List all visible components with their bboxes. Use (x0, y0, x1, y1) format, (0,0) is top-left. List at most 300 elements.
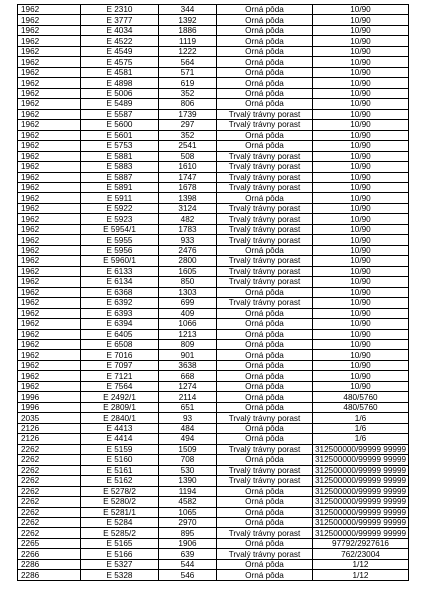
year-cell: 1962 (18, 130, 81, 140)
land-type-cell: Orná pôda (217, 559, 313, 569)
area-cell: 1066 (159, 319, 217, 329)
area-cell: 352 (159, 130, 217, 140)
land-table-body (18, 5, 409, 581)
year-cell: 1962 (18, 319, 81, 329)
year-cell: 1962 (18, 360, 81, 370)
parcel-id-cell: E 6508 (81, 340, 159, 350)
table-row (18, 465, 409, 475)
table-row (18, 141, 409, 151)
year-cell: 2262 (18, 497, 81, 507)
table-row (18, 298, 409, 308)
year-cell: 1962 (18, 193, 81, 203)
parcel-id-cell: E 4549 (81, 46, 159, 56)
parcel-id-cell: E 6133 (81, 266, 159, 276)
year-cell: 2126 (18, 434, 81, 444)
year-cell: 2262 (18, 465, 81, 475)
parcel-id-cell: E 6393 (81, 308, 159, 318)
year-cell: 1962 (18, 67, 81, 77)
parcel-id-cell: E 5161 (81, 465, 159, 475)
share-cell: 10/90 (313, 381, 409, 391)
share-cell: 10/90 (313, 308, 409, 318)
share-cell: 312500000/99999 99999 (313, 507, 409, 517)
share-cell: 10/90 (313, 182, 409, 192)
area-cell: 708 (159, 455, 217, 465)
area-cell: 1398 (159, 193, 217, 203)
parcel-id-cell: E 4898 (81, 78, 159, 88)
parcel-id-cell: E 5489 (81, 99, 159, 109)
area-cell: 2800 (159, 256, 217, 266)
share-cell: 10/90 (313, 360, 409, 370)
area-cell: 619 (159, 78, 217, 88)
area-cell: 1747 (159, 172, 217, 182)
parcel-id-cell: E 5166 (81, 549, 159, 559)
land-type-cell: Orná pôda (217, 423, 313, 433)
share-cell: 10/90 (313, 5, 409, 15)
year-cell: 1962 (18, 381, 81, 391)
table-row (18, 162, 409, 172)
table-row (18, 444, 409, 454)
table-row (18, 308, 409, 318)
table-row (18, 88, 409, 98)
year-cell: 1962 (18, 109, 81, 119)
table-row (18, 277, 409, 287)
land-type-cell: Trvalý trávny porast (217, 120, 313, 130)
share-cell: 10/90 (313, 193, 409, 203)
table-row (18, 528, 409, 538)
land-type-cell: Trvalý trávny porast (217, 224, 313, 234)
year-cell: 2286 (18, 559, 81, 569)
parcel-id-cell: E 6394 (81, 319, 159, 329)
land-type-cell: Orná pôda (217, 57, 313, 67)
parcel-id-cell: E 2840/1 (81, 413, 159, 423)
land-type-cell: Orná pôda (217, 455, 313, 465)
share-cell: 10/90 (313, 78, 409, 88)
area-cell: 668 (159, 371, 217, 381)
share-cell: 10/90 (313, 162, 409, 172)
area-cell: 3124 (159, 203, 217, 213)
year-cell: 2262 (18, 528, 81, 538)
year-cell: 1996 (18, 392, 81, 402)
area-cell: 1390 (159, 476, 217, 486)
share-cell: 10/90 (313, 109, 409, 119)
year-cell: 1962 (18, 36, 81, 46)
parcel-id-cell: E 5327 (81, 559, 159, 569)
land-type-cell: Trvalý trávny porast (217, 151, 313, 161)
area-cell: 639 (159, 549, 217, 559)
year-cell: 2286 (18, 570, 81, 580)
share-cell: 97792/2927616 (313, 538, 409, 548)
land-type-cell: Trvalý trávny porast (217, 444, 313, 454)
area-cell: 564 (159, 57, 217, 67)
share-cell: 10/90 (313, 329, 409, 339)
land-type-cell: Orná pôda (217, 46, 313, 56)
share-cell: 10/90 (313, 88, 409, 98)
land-type-cell: Trvalý trávny porast (217, 182, 313, 192)
parcel-id-cell: E 5883 (81, 162, 159, 172)
parcel-id-cell: E 5162 (81, 476, 159, 486)
area-cell: 352 (159, 88, 217, 98)
area-cell: 482 (159, 214, 217, 224)
land-type-cell: Trvalý trávny porast (217, 235, 313, 245)
share-cell: 1/6 (313, 413, 409, 423)
table-row (18, 15, 409, 25)
year-cell: 1962 (18, 57, 81, 67)
share-cell: 480/5760 (313, 392, 409, 402)
area-cell: 494 (159, 434, 217, 444)
land-type-cell: Orná pôda (217, 340, 313, 350)
area-cell: 3638 (159, 360, 217, 370)
parcel-id-cell: E 5887 (81, 172, 159, 182)
table-row (18, 413, 409, 423)
parcel-id-cell: E 2492/1 (81, 392, 159, 402)
share-cell: 10/90 (313, 256, 409, 266)
share-cell: 10/90 (313, 141, 409, 151)
land-type-cell: Trvalý trávny porast (217, 214, 313, 224)
table-row (18, 46, 409, 56)
land-type-cell: Orná pôda (217, 392, 313, 402)
land-type-cell: Orná pôda (217, 538, 313, 548)
land-type-cell: Trvalý trávny porast (217, 549, 313, 559)
share-cell: 1/6 (313, 423, 409, 433)
year-cell: 1962 (18, 235, 81, 245)
share-cell: 10/90 (313, 130, 409, 140)
year-cell: 2265 (18, 538, 81, 548)
land-type-cell: Orná pôda (217, 5, 313, 15)
year-cell: 1962 (18, 287, 81, 297)
year-cell: 2262 (18, 476, 81, 486)
year-cell: 1962 (18, 214, 81, 224)
area-cell: 2114 (159, 392, 217, 402)
year-cell: 1962 (18, 266, 81, 276)
parcel-id-cell: E 4034 (81, 25, 159, 35)
area-cell: 1119 (159, 36, 217, 46)
land-type-cell: Orná pôda (217, 402, 313, 412)
land-type-cell: Orná pôda (217, 15, 313, 25)
share-cell: 10/90 (313, 57, 409, 67)
parcel-id-cell: E 4414 (81, 434, 159, 444)
table-row (18, 476, 409, 486)
parcel-id-cell: E 5285/2 (81, 528, 159, 538)
table-row (18, 36, 409, 46)
land-type-cell: Orná pôda (217, 141, 313, 151)
parcel-id-cell: E 5960/1 (81, 256, 159, 266)
area-cell: 2476 (159, 245, 217, 255)
year-cell: 2262 (18, 486, 81, 496)
year-cell: 2262 (18, 517, 81, 527)
share-cell: 10/90 (313, 277, 409, 287)
table-row (18, 517, 409, 527)
table-row (18, 224, 409, 234)
table-row (18, 507, 409, 517)
area-cell: 544 (159, 559, 217, 569)
parcel-id-cell: E 5923 (81, 214, 159, 224)
parcel-id-cell: E 6368 (81, 287, 159, 297)
land-type-cell: Orná pôda (217, 88, 313, 98)
land-type-cell: Orná pôda (217, 25, 313, 35)
area-cell: 1739 (159, 109, 217, 119)
area-cell: 2541 (159, 141, 217, 151)
year-cell: 1962 (18, 172, 81, 182)
table-row (18, 392, 409, 402)
land-type-cell: Orná pôda (217, 193, 313, 203)
parcel-id-cell: E 4581 (81, 67, 159, 77)
area-cell: 699 (159, 298, 217, 308)
share-cell: 10/90 (313, 287, 409, 297)
parcel-id-cell: E 5954/1 (81, 224, 159, 234)
land-type-cell: Trvalý trávny porast (217, 162, 313, 172)
table-row (18, 130, 409, 140)
area-cell: 933 (159, 235, 217, 245)
parcel-id-cell: E 5160 (81, 455, 159, 465)
share-cell: 1/12 (313, 559, 409, 569)
parcel-id-cell: E 5280/2 (81, 497, 159, 507)
table-row (18, 151, 409, 161)
land-type-cell: Orná pôda (217, 360, 313, 370)
year-cell: 1962 (18, 203, 81, 213)
parcel-id-cell: E 5891 (81, 182, 159, 192)
land-type-cell: Orná pôda (217, 329, 313, 339)
year-cell: 1962 (18, 25, 81, 35)
share-cell: 10/90 (313, 151, 409, 161)
land-parcel-table (17, 4, 409, 581)
table-row (18, 287, 409, 297)
parcel-id-cell: E 5601 (81, 130, 159, 140)
area-cell: 344 (159, 5, 217, 15)
share-cell: 312500000/99999 99999 (313, 486, 409, 496)
year-cell: 1962 (18, 329, 81, 339)
year-cell: 1962 (18, 277, 81, 287)
year-cell: 2266 (18, 549, 81, 559)
land-type-cell: Trvalý trávny porast (217, 413, 313, 423)
table-row (18, 329, 409, 339)
table-row (18, 570, 409, 580)
table-row (18, 256, 409, 266)
share-cell: 10/90 (313, 298, 409, 308)
parcel-id-cell: E 5600 (81, 120, 159, 130)
table-row (18, 5, 409, 15)
share-cell: 10/90 (313, 25, 409, 35)
year-cell: 1962 (18, 141, 81, 151)
land-type-cell: Trvalý trávny porast (217, 266, 313, 276)
area-cell: 1222 (159, 46, 217, 56)
land-type-cell: Trvalý trávny porast (217, 277, 313, 287)
area-cell: 297 (159, 120, 217, 130)
share-cell: 1/6 (313, 434, 409, 444)
share-cell: 10/90 (313, 36, 409, 46)
share-cell: 10/90 (313, 371, 409, 381)
table-row (18, 402, 409, 412)
land-type-cell: Trvalý trávny porast (217, 528, 313, 538)
parcel-id-cell: E 6134 (81, 277, 159, 287)
land-type-cell: Trvalý trávny porast (217, 109, 313, 119)
land-type-cell: Orná pôda (217, 434, 313, 444)
share-cell: 10/90 (313, 172, 409, 182)
table-row (18, 455, 409, 465)
area-cell: 1610 (159, 162, 217, 172)
land-type-cell: Orná pôda (217, 350, 313, 360)
year-cell: 2262 (18, 444, 81, 454)
land-type-cell: Orná pôda (217, 371, 313, 381)
area-cell: 850 (159, 277, 217, 287)
area-cell: 1886 (159, 25, 217, 35)
year-cell: 1962 (18, 371, 81, 381)
year-cell: 1996 (18, 402, 81, 412)
land-type-cell: Orná pôda (217, 497, 313, 507)
share-cell: 10/90 (313, 99, 409, 109)
year-cell: 1962 (18, 308, 81, 318)
land-type-cell: Orná pôda (217, 130, 313, 140)
table-row (18, 434, 409, 444)
share-cell: 10/90 (313, 245, 409, 255)
land-type-cell: Orná pôda (217, 245, 313, 255)
land-type-cell: Trvalý trávny porast (217, 465, 313, 475)
year-cell: 1962 (18, 298, 81, 308)
table-row (18, 266, 409, 276)
land-type-cell: Trvalý trávny porast (217, 172, 313, 182)
share-cell: 10/90 (313, 235, 409, 245)
share-cell: 10/90 (313, 46, 409, 56)
area-cell: 409 (159, 308, 217, 318)
land-type-cell: Trvalý trávny porast (217, 298, 313, 308)
share-cell: 312500000/99999 99999 (313, 465, 409, 475)
year-cell: 1962 (18, 15, 81, 25)
area-cell: 1194 (159, 486, 217, 496)
parcel-id-cell: E 5328 (81, 570, 159, 580)
area-cell: 571 (159, 67, 217, 77)
parcel-id-cell: E 7564 (81, 381, 159, 391)
table-row (18, 423, 409, 433)
area-cell: 530 (159, 465, 217, 475)
area-cell: 1783 (159, 224, 217, 234)
parcel-id-cell: E 2809/1 (81, 402, 159, 412)
table-row (18, 381, 409, 391)
land-type-cell: Orná pôda (217, 99, 313, 109)
table-row (18, 538, 409, 548)
land-type-cell: Trvalý trávny porast (217, 256, 313, 266)
land-type-cell: Orná pôda (217, 67, 313, 77)
year-cell: 1962 (18, 350, 81, 360)
year-cell: 1962 (18, 99, 81, 109)
area-cell: 93 (159, 413, 217, 423)
table-row (18, 193, 409, 203)
year-cell: 2262 (18, 507, 81, 517)
land-type-cell: Orná pôda (217, 517, 313, 527)
year-cell: 2262 (18, 455, 81, 465)
land-type-cell: Orná pôda (217, 308, 313, 318)
table-row (18, 245, 409, 255)
land-type-cell: Orná pôda (217, 486, 313, 496)
year-cell: 1962 (18, 46, 81, 56)
parcel-id-cell: E 5956 (81, 245, 159, 255)
area-cell: 1303 (159, 287, 217, 297)
table-row (18, 235, 409, 245)
parcel-id-cell: E 5881 (81, 151, 159, 161)
year-cell: 1962 (18, 5, 81, 15)
table-row (18, 319, 409, 329)
parcel-id-cell: E 4575 (81, 57, 159, 67)
parcel-id-cell: E 7121 (81, 371, 159, 381)
share-cell: 312500000/99999 99999 (313, 444, 409, 454)
parcel-id-cell: E 6392 (81, 298, 159, 308)
area-cell: 1065 (159, 507, 217, 517)
table-row (18, 120, 409, 130)
year-cell: 1962 (18, 120, 81, 130)
area-cell: 484 (159, 423, 217, 433)
table-row (18, 214, 409, 224)
area-cell: 809 (159, 340, 217, 350)
year-cell: 1962 (18, 224, 81, 234)
parcel-id-cell: E 4413 (81, 423, 159, 433)
table-row (18, 549, 409, 559)
table-row (18, 559, 409, 569)
area-cell: 1274 (159, 381, 217, 391)
parcel-id-cell: E 4522 (81, 36, 159, 46)
land-type-cell: Trvalý trávny porast (217, 476, 313, 486)
parcel-id-cell: E 5278/2 (81, 486, 159, 496)
parcel-id-cell: E 5284 (81, 517, 159, 527)
share-cell: 1/12 (313, 570, 409, 580)
parcel-id-cell: E 2310 (81, 5, 159, 15)
share-cell: 312500000/99999 99999 (313, 476, 409, 486)
parcel-id-cell: E 3777 (81, 15, 159, 25)
area-cell: 1213 (159, 329, 217, 339)
table-row (18, 109, 409, 119)
year-cell: 1962 (18, 88, 81, 98)
parcel-id-cell: E 5587 (81, 109, 159, 119)
land-type-cell: Orná pôda (217, 319, 313, 329)
share-cell: 312500000/99999 99999 (313, 517, 409, 527)
area-cell: 651 (159, 402, 217, 412)
parcel-id-cell: E 6405 (81, 329, 159, 339)
land-type-cell: Orná pôda (217, 570, 313, 580)
area-cell: 1509 (159, 444, 217, 454)
year-cell: 2035 (18, 413, 81, 423)
area-cell: 1906 (159, 538, 217, 548)
area-cell: 508 (159, 151, 217, 161)
parcel-id-cell: E 5165 (81, 538, 159, 548)
share-cell: 312500000/99999 99999 (313, 497, 409, 507)
parcel-id-cell: E 7016 (81, 350, 159, 360)
area-cell: 806 (159, 99, 217, 109)
area-cell: 1678 (159, 182, 217, 192)
parcel-id-cell: E 5955 (81, 235, 159, 245)
share-cell: 480/5760 (313, 402, 409, 412)
parcel-id-cell: E 7097 (81, 360, 159, 370)
land-type-cell: Orná pôda (217, 78, 313, 88)
parcel-id-cell: E 5922 (81, 203, 159, 213)
table-row (18, 497, 409, 507)
parcel-id-cell: E 5281/1 (81, 507, 159, 517)
table-row (18, 360, 409, 370)
share-cell: 10/90 (313, 319, 409, 329)
land-type-cell: Orná pôda (217, 287, 313, 297)
table-row (18, 78, 409, 88)
year-cell: 1962 (18, 340, 81, 350)
table-row (18, 340, 409, 350)
table-row (18, 57, 409, 67)
year-cell: 1962 (18, 245, 81, 255)
parcel-id-cell: E 5911 (81, 193, 159, 203)
share-cell: 10/90 (313, 224, 409, 234)
table-row (18, 371, 409, 381)
year-cell: 2126 (18, 423, 81, 433)
table-row (18, 182, 409, 192)
land-type-cell: Orná pôda (217, 381, 313, 391)
area-cell: 546 (159, 570, 217, 580)
table-row (18, 25, 409, 35)
table-row (18, 172, 409, 182)
share-cell: 312500000/99999 99999 (313, 455, 409, 465)
